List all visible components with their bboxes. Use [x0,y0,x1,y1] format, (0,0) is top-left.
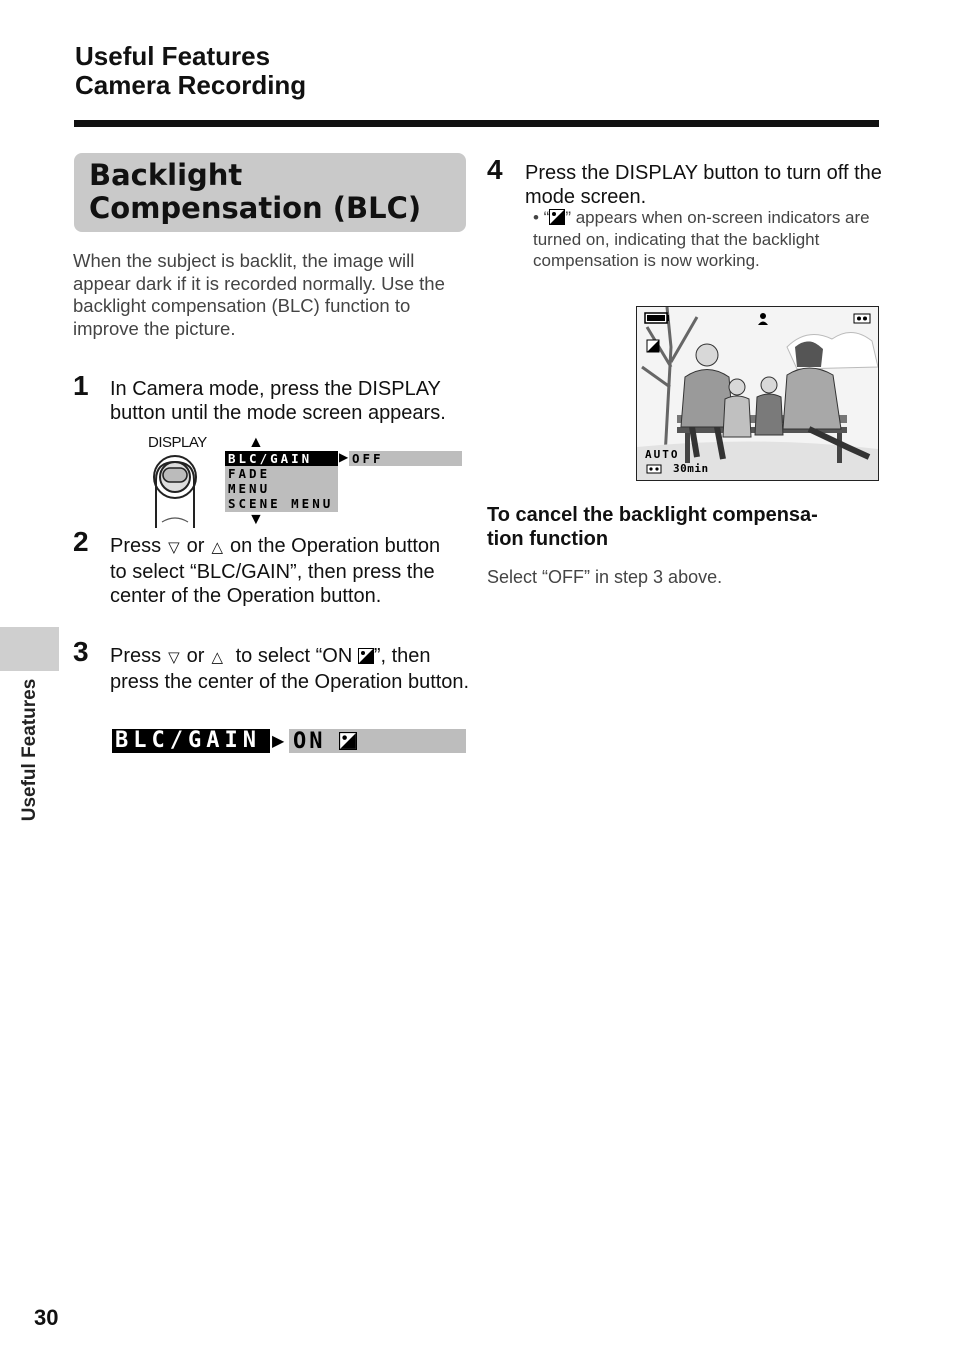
step-1-number: 1 [73,370,89,401]
page-number: 30 [34,1305,59,1330]
backlight-icon [358,648,374,664]
osd-right-arrow-icon: ▶ [272,733,285,750]
menu-down-arrow-icon: ▼ [248,511,264,528]
section-title-line-1: Backlight [89,158,243,192]
step-2-number: 2 [73,526,89,557]
step-4-text: Press the DISPLAY button to turn off the mode screen. [525,162,882,208]
cancel-text: Select “OFF” in step 3 above. [487,567,723,587]
menu-list-bg [225,466,338,512]
viewfinder-time: 30min [673,462,709,475]
side-tab-label: Useful Features [19,678,40,822]
menu-selected-value: OFF [349,451,462,466]
intro-paragraph: When the subject is backlit, the image will appear dark if it is recorded normally. Use the backlight compensation (BLC) function to improve the picture. [73,250,445,339]
header-line-2: Camera Recording [75,70,307,100]
menu-item-menu: MENU [228,481,271,496]
cancel-heading: To cancel the backlight compensa- tion function [487,504,818,550]
header-rule [74,120,879,127]
page-header [75,42,306,100]
down-triangle-icon: ▽ [168,649,180,666]
backlight-icon [339,732,357,750]
menu-item-fade: FADE [228,466,271,481]
menu-item-blc-gain: BLC/GAIN [225,451,338,466]
osd-blc-gain-label: BLC/GAIN [112,729,270,753]
step-4-bullet: • “ ” appears when on-screen indicators are turned on, indicating that the backlight compensation is now working. [533,208,870,270]
step-4-number: 4 [487,154,503,185]
viewfinder-mode: AUTO [645,448,680,461]
menu-right-arrow-icon: ▶ [339,450,349,464]
menu-item-scene-menu: SCENE MENU [228,496,334,511]
osd-on-value-box [289,729,466,753]
header-line-1: Useful Features [75,41,271,71]
section-title-box [74,153,466,232]
up-triangle-icon: △ [211,539,224,556]
step-3-number: 3 [73,636,89,667]
display-button-label: DISPLAY [148,434,207,451]
step-1-text: In Camera mode, press the DISPLAY button until the mode screen appears. [110,378,446,424]
side-tab-marker [0,627,59,671]
viewfinder-image [636,306,879,481]
display-button-icon [146,452,208,528]
step-3-text: Press ▽ or △ to select “ON ”, then press the center of the Operation button. [110,645,470,693]
down-triangle-icon: ▽ [168,539,180,556]
backlight-icon [549,209,565,225]
osd-on-value: ON [293,729,326,754]
section-title-line-2: Compensation (BLC) [89,191,422,225]
step-2-text: Press ▽ or △ on the Operation button to select “BLC/GAIN”, then press the center of the Operation button. [110,535,441,607]
menu-up-arrow-icon: ▲ [248,434,264,451]
up-triangle-icon: △ [211,649,224,666]
